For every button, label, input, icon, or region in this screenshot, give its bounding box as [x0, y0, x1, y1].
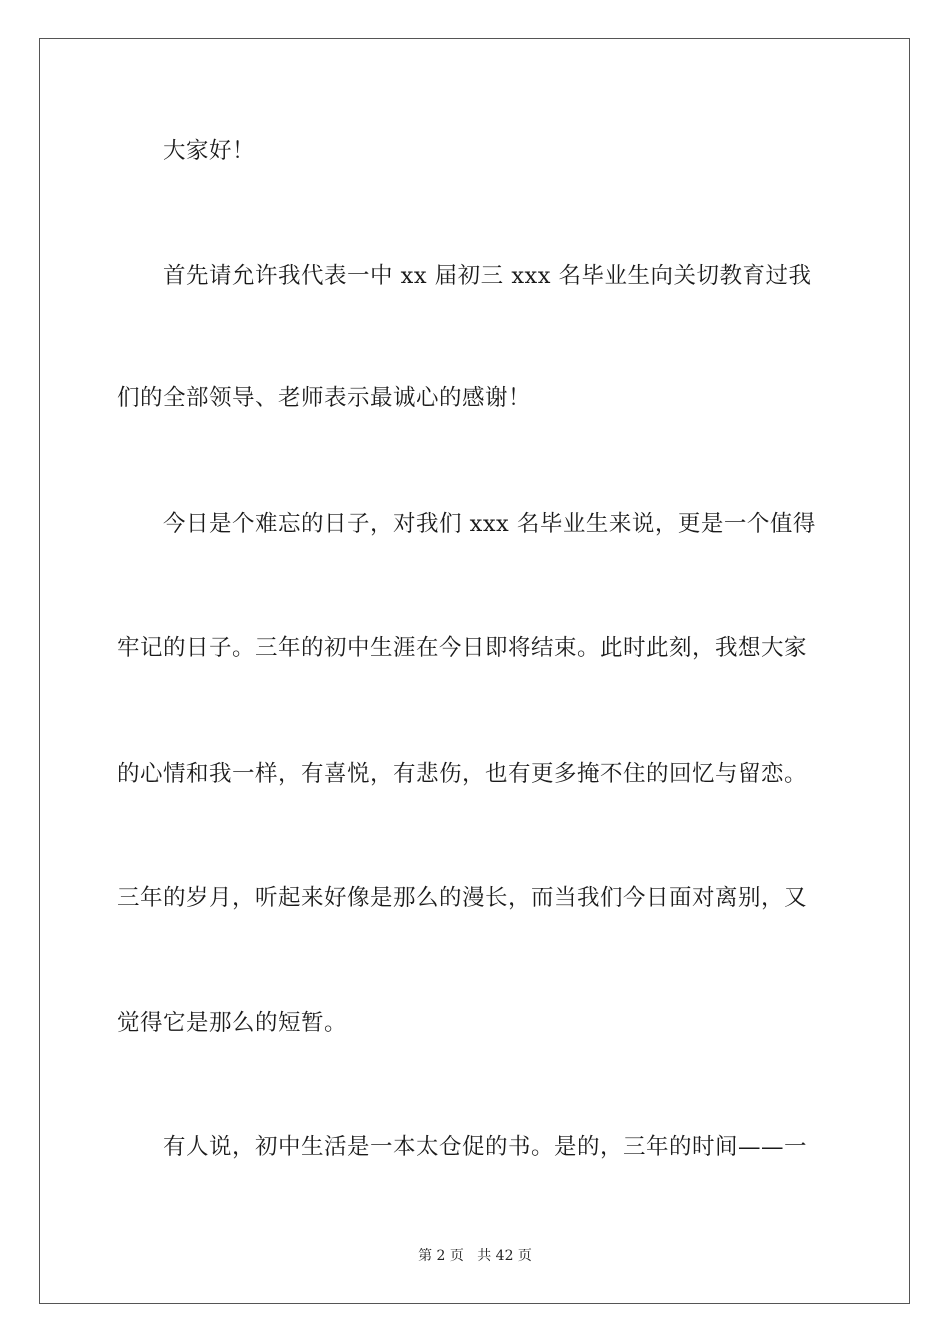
paragraph-line: 的心情和我一样，有喜悦，有悲伤，也有更多掩不住的回忆与留恋。: [117, 761, 808, 787]
paragraph-line: 牢记的日子。三年的初中生涯在今日即将结束。此时此刻，我想大家: [117, 635, 808, 661]
paragraph-line: 有人说，初中生活是一本太仓促的书。是的，三年的时间——一: [163, 1134, 808, 1160]
paragraph-line: 今日是个难忘的日子，对我们 xxx 名毕业生来说，更是一个值得: [163, 511, 816, 537]
paragraph-line: 们的全部领导、老师表示最诚心的感谢！: [117, 385, 532, 411]
paragraph-line: 首先请允许我代表一中 xx 届初三 xxx 名毕业生向关切教育过我: [163, 263, 812, 289]
page-number-footer: 第 2 页 共 42 页: [418, 1248, 532, 1264]
page-frame: [39, 38, 910, 1304]
paragraph-line: 三年的岁月，听起来好像是那么的漫长，而当我们今日面对离别，又: [117, 885, 808, 911]
greeting-line: 大家好！: [163, 138, 256, 164]
paragraph-line: 觉得它是那么的短暂。: [117, 1010, 348, 1036]
